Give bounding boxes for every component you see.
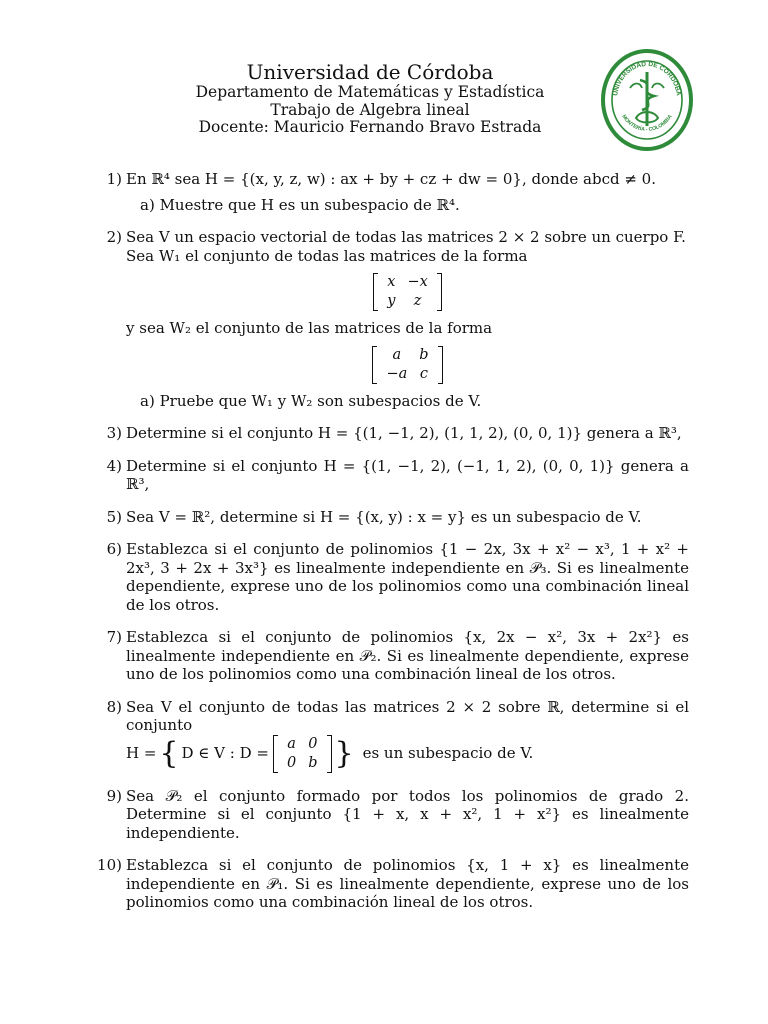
matrix-cell: b	[308, 754, 318, 771]
problem-text: En ℝ⁴ sea H = {(x, y, z, w) : ax + by + cz + dw = 0}, donde abcd ≠ 0.	[126, 170, 656, 188]
svg-text:MONTERÍA - COLOMBIA: MONTERÍA - COLOMBIA	[620, 113, 674, 133]
problem-text: Determine si el conjunto H = {(1, −1, 2), (−1, 1, 2), (0, 0, 1)} genera a ℝ³,	[126, 456, 689, 493]
matrix-cell: b	[419, 346, 429, 363]
matrix-cell: y	[387, 293, 396, 309]
problem-number: 4)	[106, 456, 122, 475]
matrix-cell: −x	[407, 274, 428, 290]
matrix-cell: 0	[308, 735, 318, 752]
problem-list	[97, 170, 689, 926]
left-brace-icon: {	[159, 735, 179, 771]
problem-number: 1)	[106, 170, 122, 188]
problem-text: Establezca si el conjunto de polinomios {1 − 2x, 3x + x² − x³, 1 + x² + 2x³, 3 + 2x + 3x³} es linealmente independiente en 𝒫₃. Si es linealmente dependiente, exprese uno de los polinomios como una combinación lineal de los otros.	[126, 540, 689, 614]
problem-text: Establezca si el conjunto de polinomios {x, 1 + x} es linealmente independiente en 𝒫₁. Si es linealmente dependiente, exprese uno de los polinomios como una combinación lineal de los otros.	[126, 856, 689, 911]
matrix-cell: z	[413, 293, 422, 309]
problem-6	[104, 540, 689, 614]
work-title: Trabajo de Algebra lineal	[270, 100, 470, 119]
matrix-cell: a	[287, 735, 296, 752]
matrix	[273, 735, 332, 773]
problem-text: Sea 𝒫₂ el conjunto formado por todos los polinomios de grado 2. Determine si el conjunto {1 + x, x + x², 1 + x²} es linealmente independiente.	[126, 786, 689, 842]
problem-number: 10)	[97, 856, 122, 874]
problem-9	[104, 787, 689, 843]
problem-text: Sea W₁ el conjunto de todas las matrices de la forma	[126, 246, 528, 265]
university-name: Universidad de Córdoba	[246, 60, 494, 84]
matrix-w1	[126, 273, 689, 311]
matrix-cell: c	[419, 365, 428, 382]
problem-subitem: a) Muestre que H es un subespacio de ℝ⁴.	[140, 195, 460, 214]
problem-number: 8)	[106, 697, 122, 716]
problem-number: 6)	[106, 540, 122, 558]
matrix	[372, 346, 442, 384]
problem-text: Determine si el conjunto H = {(1, −1, 2), (1, 1, 2), (0, 0, 1)} genera a ℝ³,	[126, 424, 682, 442]
problem-1	[104, 170, 689, 214]
problem-text: Sea V = ℝ², determine si H = {(x, y) : x = y} es un subespacio de V.	[126, 507, 642, 526]
problem-10	[97, 856, 689, 912]
right-brace-icon: }	[334, 735, 354, 771]
matrix	[373, 273, 442, 311]
set-inner: D ∈ V : D =	[181, 744, 269, 763]
problem-3	[104, 424, 689, 443]
problem-5	[104, 508, 689, 527]
problem-8	[104, 698, 689, 773]
matrix-cell: a	[392, 346, 402, 363]
matrix-cell: −a	[386, 365, 408, 382]
problem-number: 5)	[106, 507, 122, 526]
problem-number: 3)	[106, 424, 122, 442]
svg-text:UNIVERSIDAD DE CÓRDOBA: UNIVERSIDAD DE CÓRDOBA	[612, 60, 682, 97]
document-header	[150, 60, 590, 137]
problem-subitem: a) Pruebe que W₁ y W₂ son subespacios de V.	[140, 391, 482, 410]
problem-text: Sea V el conjunto de todas las matrices 2 × 2 sobre ℝ, determine si el conjunto	[126, 697, 689, 734]
set-definition	[126, 735, 689, 773]
set-prefix: H =	[126, 744, 157, 763]
department-name: Departamento de Matemáticas y Estadística	[195, 83, 545, 101]
problem-text: Sea V un espacio vectorial de todas las matrices 2 × 2 sobre un cuerpo F.	[126, 228, 686, 246]
problem-number: 2)	[106, 228, 122, 246]
matrix-cell: 0	[286, 754, 297, 771]
problem-2	[104, 228, 689, 410]
matrix-cell: x	[387, 274, 396, 290]
problem-number: 9)	[106, 786, 122, 805]
problem-text: Establezca si el conjunto de polinomios {x, 2x − x², 3x + 2x²} es linealmente independiente en 𝒫₂. Si es linealmente dependiente, exprese uno de los polinomios como una combinación lineal de los otros.	[126, 628, 689, 683]
teacher-name: Docente: Mauricio Fernando Bravo Estrada	[198, 118, 542, 136]
university-seal-logo	[600, 48, 694, 152]
problem-text: y sea W₂ el conjunto de las matrices de la forma	[126, 319, 493, 337]
problem-number: 7)	[106, 628, 122, 646]
matrix-w2	[126, 346, 689, 384]
problem-4	[104, 457, 689, 494]
problem-7	[104, 628, 689, 684]
set-suffix: es un subespacio de V.	[362, 744, 534, 763]
